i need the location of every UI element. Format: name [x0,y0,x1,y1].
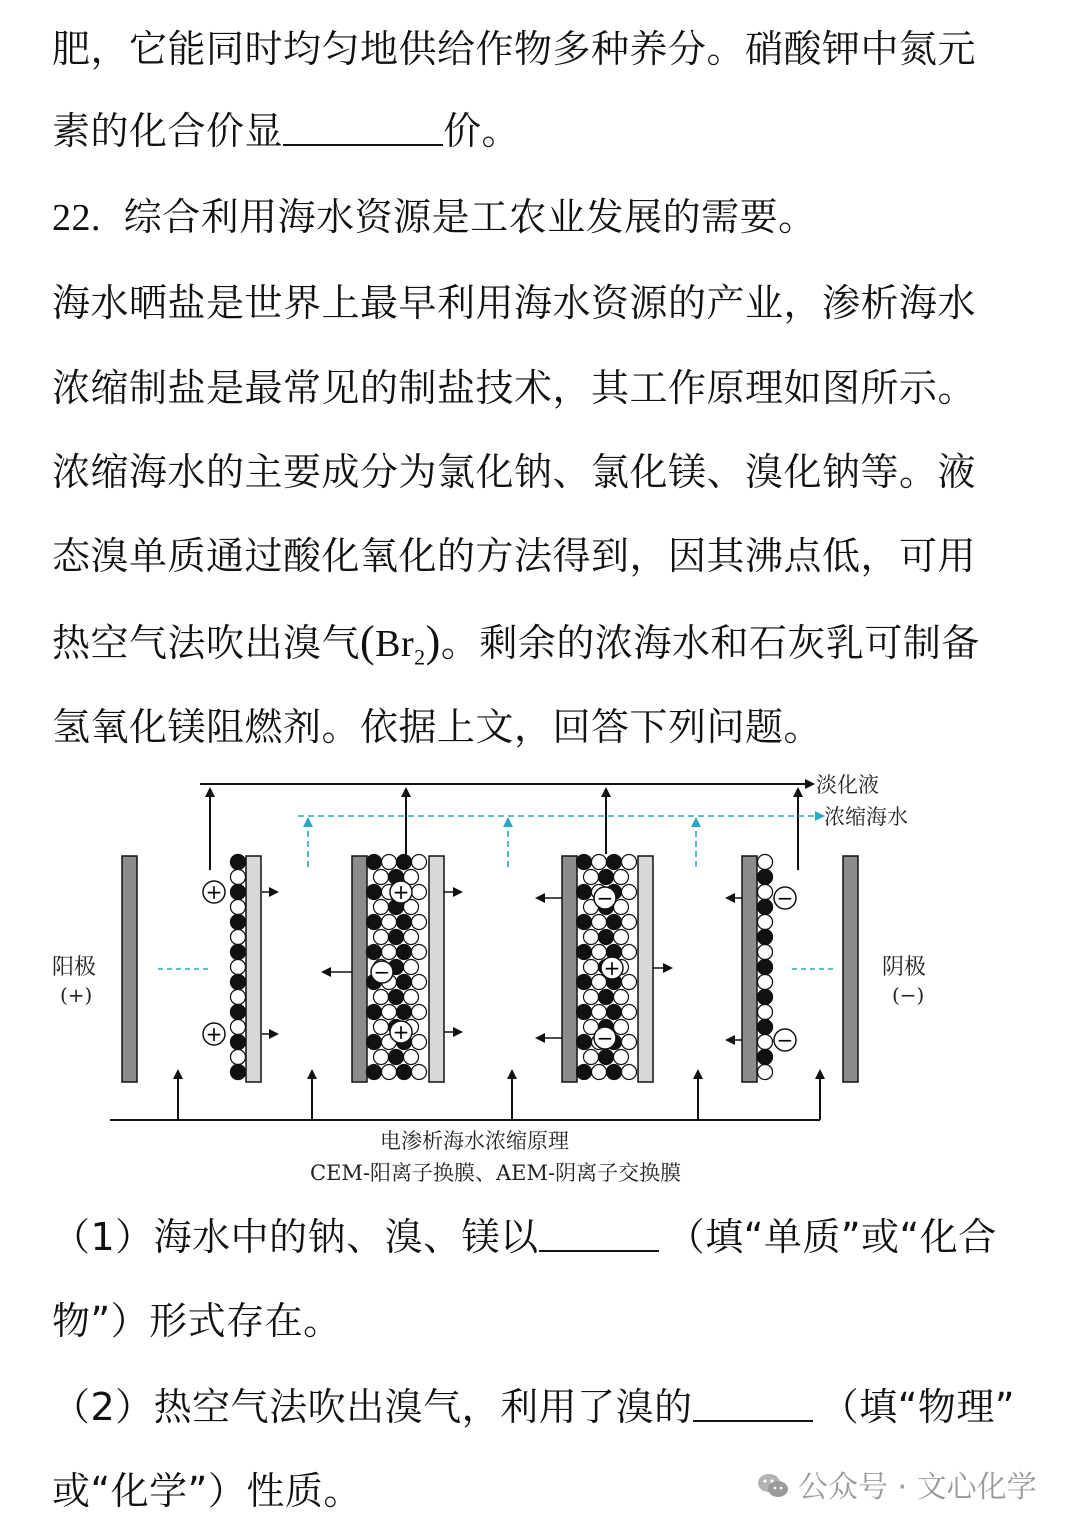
resin-bead [758,885,773,900]
resin-bead [397,855,412,870]
ion-anion [774,1028,796,1052]
paragraph-line-3: 海水晒盐是世界上最早利用海水资源的产业，渗析海水 [52,281,977,325]
svg-text:+: + [392,880,410,904]
svg-text:−: − [373,960,391,984]
resin-bead [231,915,246,930]
resin-bead [577,1035,592,1050]
cathode-sign: (−) [892,983,925,1007]
resin-bead [758,870,773,885]
resin-bead [374,900,389,915]
resin-bead [622,1035,637,1050]
ion-cation [601,956,623,980]
resin-bead [397,1005,412,1020]
resin-bead [758,975,773,990]
resin-bead [374,1050,389,1065]
resin-bead [231,1005,246,1020]
svg-text:+: + [392,1020,410,1044]
resin-bead [622,855,637,870]
resin-bead [367,1065,382,1080]
resin-bead [758,1005,773,1020]
membrane-plate [352,856,367,1082]
resin-bead [231,1020,246,1035]
resin-bead [374,1020,389,1035]
ion-cation [203,880,225,904]
resin-bead [758,915,773,930]
resin-bead [374,990,389,1005]
wechat-icon [756,1469,790,1503]
resin-bead [758,960,773,975]
paren-close: ) [425,617,441,666]
diagram-caption-title: 电渗析海水浓缩原理 [380,1129,569,1153]
resin-bead [231,855,246,870]
resin-bead [412,855,427,870]
resin-bead [584,870,599,885]
cathode-electrode [843,856,858,1082]
resin-bead [231,870,246,885]
watermark-text: 公众号 · 文心化学 [798,1470,1037,1505]
resin-bead [622,1065,637,1080]
resin-bead [412,1065,427,1080]
text-segment: 价。 [443,109,521,153]
resin-bead [231,1035,246,1050]
resin-bead [584,1050,599,1065]
resin-bead [577,855,592,870]
resin-bead [614,1020,629,1035]
resin-bead [599,1050,614,1065]
paragraph-line-2 [52,109,521,153]
membrane-plate [638,856,653,1082]
resin-bead [412,945,427,960]
question-number: 22. [52,197,101,239]
resin-bead [367,945,382,960]
anode-electrode [122,856,137,1082]
paren-open: ( [360,617,376,666]
resin-bead [397,975,412,990]
resin-bead [758,990,773,1005]
svg-text:+: + [603,956,621,980]
resin-bead [622,975,637,990]
resin-bead [231,1050,246,1065]
svg-text:+: + [205,880,223,904]
ion-anion [594,886,616,910]
resin-bead [599,870,614,885]
resin-bead [367,1005,382,1020]
membrane-plate [429,856,444,1082]
text-segment: （1）海水中的钠、溴、镁以 [52,1215,539,1259]
resin-bead [389,930,404,945]
resin-bead [622,885,637,900]
text-segment: （2）热空气法吹出溴气，利用了溴的 [52,1385,693,1429]
resin-bead [577,885,592,900]
resin-bead [382,1005,397,1020]
cathode-label: 阴极 [882,955,927,980]
paragraph-line-1: 肥，它能同时均匀地供给作物多种养分。硝酸钾中氮元 [52,27,977,71]
resin-bead [231,900,246,915]
anode-label: 阳极 [52,955,97,980]
resin-bead [758,1020,773,1035]
resin-bead [758,1050,773,1065]
resin-bead [584,990,599,1005]
resin-bead [592,915,607,930]
ion-cation [390,1020,412,1044]
resin-bead [412,885,427,900]
resin-bead [577,945,592,960]
resin-bead [599,930,614,945]
resin-bead [614,930,629,945]
resin-bead [607,1065,622,1080]
resin-bead [231,885,246,900]
svg-text:−: − [596,886,614,910]
resin-bead [592,1065,607,1080]
text-segment: 热空气法吹出溴气 [52,621,361,665]
paragraph-line-8: 氢氧化镁阻燃剂。依据上文，回答下列问题。 [52,705,823,749]
resin-bead [404,960,419,975]
resin-bead [367,915,382,930]
ion-anion [594,1026,616,1050]
resin-bead [404,990,419,1005]
resin-bead [592,1005,607,1020]
question-text: 综合利用海水资源是工农业发展的需要。 [123,195,817,239]
resin-bead [382,855,397,870]
resin-bead [599,990,614,1005]
resin-bead [397,945,412,960]
question-22-title [52,195,817,239]
formula-subscript: 2 [414,644,426,670]
resin-bead [397,915,412,930]
resin-bead [412,1005,427,1020]
resin-bead [577,915,592,930]
resin-bead [404,1050,419,1065]
svg-text:−: − [776,1028,794,1052]
resin-bead [758,1035,773,1050]
text-segment: 。剩余的浓海水和石灰乳可制备 [440,621,980,665]
resin-bead [758,930,773,945]
resin-bead [412,1035,427,1050]
resin-bead [231,960,246,975]
resin-bead [382,1065,397,1080]
fill-in-blank [539,1220,659,1252]
resin-bead [382,945,397,960]
resin-bead [231,945,246,960]
ion-anion [774,886,796,910]
svg-text:+: + [205,1022,223,1046]
ion-cation [203,1022,225,1046]
membrane-plate [562,856,577,1082]
svg-text:−: − [776,886,794,910]
resin-bead [614,870,629,885]
question-2-line-2: 或“化学”）性质。 [52,1469,362,1513]
ion-bead-columns [231,855,773,1080]
resin-bead [367,885,382,900]
fill-in-blank [693,1390,813,1422]
electrodialysis-diagram [40,762,940,1202]
resin-bead [231,930,246,945]
resin-bead [622,1005,637,1020]
resin-bead [404,930,419,945]
resin-bead [367,855,382,870]
membrane-plate [246,856,261,1082]
resin-bead [758,945,773,960]
question-1-line-2: 物”）形式存在。 [52,1299,342,1343]
diagram-caption-legend: CEM-阳离子换膜、AEM-阴离子交换膜 [310,1161,682,1185]
paragraph-line-7 [52,617,980,670]
resin-bead [367,1035,382,1050]
resin-bead [389,990,404,1005]
paragraph-line-4: 浓缩制盐是最常见的制盐技术，其工作原理如图所示。 [52,366,977,410]
resin-bead [622,915,637,930]
resin-bead [412,975,427,990]
chemical-formula: Br [375,623,415,665]
resin-bead [584,960,599,975]
paragraph-line-5: 浓缩海水的主要成分为氯化钠、氯化镁、溴化钠等。液 [52,450,977,494]
resin-bead [622,945,637,960]
resin-bead [584,930,599,945]
resin-bead [231,1065,246,1080]
resin-bead [758,855,773,870]
resin-bead [374,930,389,945]
fill-in-blank [283,114,443,146]
text-segment: （填“单质”或“化合 [666,1215,997,1259]
question-1-line-1 [52,1215,997,1259]
text-segment: 素的化合价显 [52,109,284,153]
membrane-plate [742,856,757,1082]
resin-bead [607,1005,622,1020]
label-concentrated: 浓缩海水 [824,805,908,829]
ion-cation [390,880,412,904]
resin-bead [231,990,246,1005]
resin-bead [382,915,397,930]
question-2-line-1 [52,1385,1016,1429]
resin-bead [592,855,607,870]
resin-bead [397,1065,412,1080]
resin-bead [577,975,592,990]
resin-bead [577,1005,592,1020]
resin-bead [758,900,773,915]
anode-sign: (+) [60,983,93,1007]
resin-bead [389,1050,404,1065]
resin-bead [758,1065,773,1080]
text-segment: （填“物理” [820,1385,1016,1429]
resin-bead [607,915,622,930]
resin-bead [614,990,629,1005]
paragraph-line-6: 态溴单质通过酸化氧化的方法得到，因其沸点低，可用 [52,534,977,578]
svg-text:−: − [596,1026,614,1050]
resin-bead [374,870,389,885]
resin-bead [231,975,246,990]
label-dilute: 淡化液 [816,773,879,797]
resin-bead [607,855,622,870]
resin-bead [614,1050,629,1065]
watermark [756,1462,1037,1506]
ion-anion [371,960,393,984]
resin-bead [577,1065,592,1080]
resin-bead [412,915,427,930]
